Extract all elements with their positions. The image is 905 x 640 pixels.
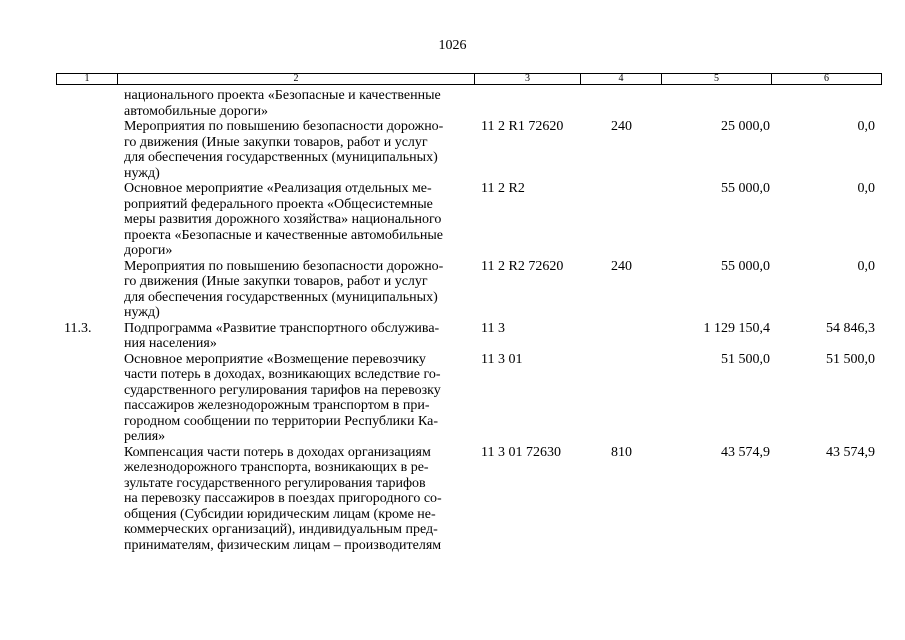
amount-column-5: 43 574,9	[721, 444, 770, 460]
description-line: железнодорожного транспорта, возникающих в ре-	[124, 460, 429, 475]
row-description	[124, 445, 442, 554]
expense-type-code: 240	[611, 119, 632, 134]
description-line: нужд)	[124, 305, 160, 320]
budget-classification-code: 11 3 01	[481, 351, 523, 367]
table-row	[0, 445, 905, 554]
amount-column-5: 25 000,0	[721, 119, 770, 134]
row-description	[124, 352, 441, 445]
description-line: проекта «Безопасные и качественные автомобильные	[124, 227, 444, 243]
budget-table-body	[0, 88, 905, 553]
description-line: зультате государственного регулирования тарифов	[124, 475, 426, 491]
description-line: Основное мероприятие «Реализация отдельных ме-	[124, 181, 432, 196]
description-line: релия»	[124, 429, 166, 444]
expense-type-code: 240	[611, 258, 632, 274]
row-description	[124, 181, 443, 259]
table-row	[0, 259, 905, 321]
amount-column-5: 51 500,0	[721, 351, 770, 367]
description-line: пассажиров железнодорожным транспортом в при-	[124, 398, 430, 413]
description-line: Мероприятия по повышению безопасности дорожно-	[124, 258, 444, 274]
budget-classification-code: 11 2 R2 72620	[481, 258, 564, 274]
column-number-2: 2	[118, 74, 475, 85]
description-line: го движения (Иные закупки товаров, работ и услуг	[124, 274, 428, 289]
amount-column-5: 1 129 150,4	[703, 320, 770, 336]
table-row	[0, 352, 905, 445]
description-line: Подпрограмма «Развитие транспортного обслужива-	[124, 320, 440, 336]
description-line: Мероприятия по повышению безопасности дорожно-	[124, 119, 444, 134]
description-line: роприятий федерального проекта «Общесистемные	[124, 196, 433, 212]
amount-column-6: 0,0	[857, 258, 875, 274]
table-row	[0, 119, 905, 181]
budget-classification-code: 11 2 R2	[481, 181, 525, 196]
row-description	[124, 259, 443, 321]
description-line: принимателям, физическим лицам – производителям	[124, 537, 442, 553]
description-line: на перевозку пассажиров в поездах пригородного со-	[124, 491, 442, 506]
amount-column-6: 0,0	[857, 181, 875, 196]
description-line: Основное мероприятие «Возмещение перевозчику	[124, 351, 426, 367]
row-description	[124, 119, 443, 181]
description-line: национального проекта «Безопасные и качественные	[124, 88, 441, 103]
description-line: части потерь в доходах, возникающих вследствие го-	[124, 367, 441, 382]
column-number-1: 1	[57, 74, 118, 85]
description-line: коммерческих организаций), индивидуальным пред-	[124, 522, 438, 537]
column-number-5: 5	[662, 74, 772, 85]
amount-column-5: 55 000,0	[721, 258, 770, 274]
amount-column-6: 43 574,9	[826, 444, 875, 460]
budget-classification-code: 11 2 R1 72620	[481, 119, 564, 134]
description-line: общения (Субсидии юридическим лицам (кроме не-	[124, 506, 436, 522]
description-line: Компенсация части потерь в доходах организациям	[124, 444, 431, 460]
amount-column-6: 51 500,0	[826, 351, 875, 367]
amount-column-6: 0,0	[857, 119, 875, 134]
description-line: дороги»	[124, 243, 173, 258]
column-number-4: 4	[581, 74, 662, 85]
amount-column-6: 54 846,3	[826, 320, 875, 336]
amount-column-5: 55 000,0	[721, 181, 770, 196]
expense-type-code: 810	[611, 444, 632, 460]
description-line: городном сообщении по территории Республики Ка-	[124, 413, 439, 429]
page-number: 1026	[438, 38, 467, 53]
column-number-3: 3	[475, 74, 581, 85]
description-line: го движения (Иные закупки товаров, работ и услуг	[124, 134, 428, 150]
table-row	[0, 321, 905, 352]
description-line: ния населения»	[124, 336, 217, 351]
row-number: 11.3.	[64, 320, 92, 336]
description-line: для обеспечения государственных (муниципальных)	[124, 289, 438, 305]
budget-classification-code: 11 3 01 72630	[481, 444, 561, 460]
column-number-6: 6	[772, 74, 882, 85]
table-row	[0, 181, 905, 259]
row-description	[124, 321, 439, 352]
budget-classification-code: 11 3	[481, 320, 505, 336]
row-description	[124, 88, 441, 119]
table-row	[0, 88, 905, 119]
description-line: автомобильные дороги»	[124, 103, 268, 119]
description-line: нужд)	[124, 165, 160, 181]
description-line: меры развития дорожного хозяйства» национального	[124, 212, 442, 227]
column-header-row	[56, 73, 882, 85]
description-line: для обеспечения государственных (муниципальных)	[124, 150, 438, 165]
description-line: сударственного регулирования тарифов на перевозку	[124, 382, 441, 398]
